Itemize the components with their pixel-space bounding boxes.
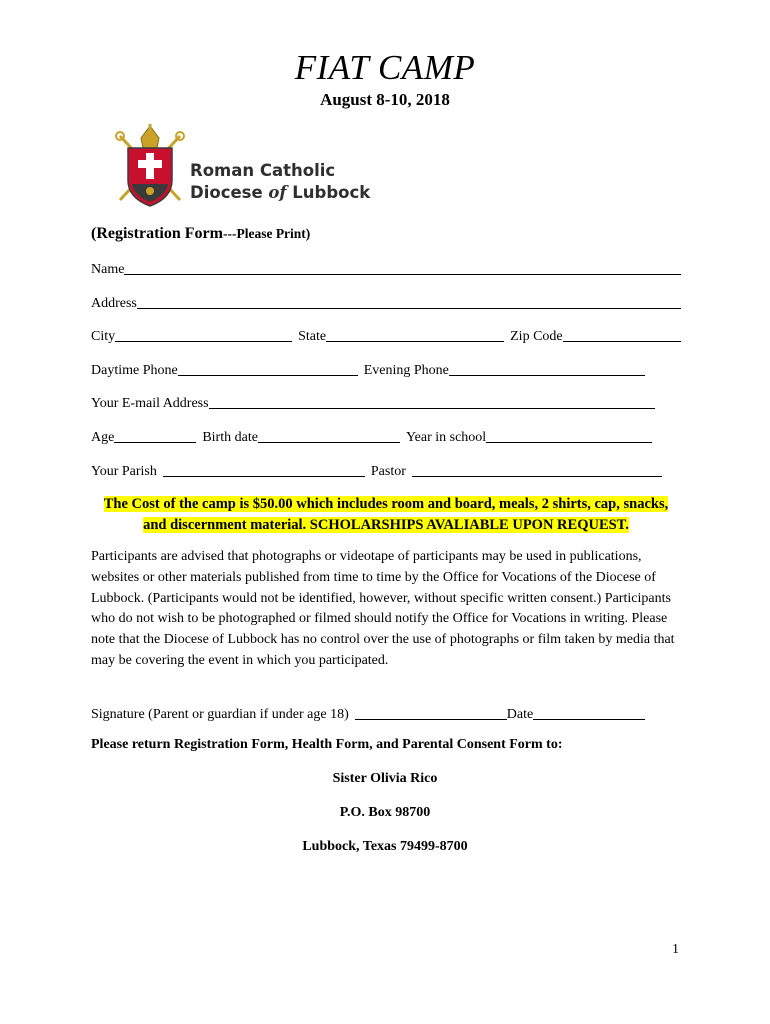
- address-row: [91, 292, 681, 312]
- evening-phone-field[interactable]: [449, 361, 645, 376]
- email-field[interactable]: [209, 394, 655, 409]
- signature-field[interactable]: [355, 705, 507, 720]
- parish-row: [91, 460, 681, 480]
- logo-line-2b: Lubbock: [286, 183, 371, 202]
- return-po-box: P.O. Box 98700: [339, 805, 431, 820]
- zip-field[interactable]: [563, 327, 681, 342]
- age-row: [91, 426, 681, 446]
- return-city: Lubbock, Texas 79499-8700: [302, 839, 468, 854]
- logo-line-1: Roman Catholic: [190, 161, 336, 180]
- zip-label: Zip Code: [510, 329, 563, 344]
- logo-line-2-of: of: [268, 183, 287, 202]
- evening-phone-label: Evening Phone: [363, 363, 449, 378]
- signature-row: [91, 703, 681, 723]
- cost-notice-text: The Cost of the camp is $50.00 which includes room and board, meals, 2 shirts, cap, snacks, and discernment material. SCHOLARSHIPS AVALIABLE UPON REQUEST.: [103, 496, 669, 533]
- city-state-zip-row: [91, 325, 681, 345]
- page-number: 1: [672, 942, 679, 957]
- address-label: Address: [91, 296, 137, 311]
- daytime-phone-label: Daytime Phone: [91, 363, 178, 378]
- cost-notice: [91, 494, 681, 536]
- city-field[interactable]: [115, 327, 292, 342]
- form-heading-main: (Registration Form: [91, 225, 223, 242]
- age-label: Age: [91, 430, 115, 445]
- name-field[interactable]: [124, 260, 681, 275]
- year-in-school-label: Year in school: [405, 430, 487, 445]
- diocese-logo: [110, 122, 370, 210]
- year-in-school-field[interactable]: [486, 428, 652, 443]
- diocese-logo-text: [190, 160, 370, 204]
- return-name: Sister Olivia Rico: [332, 771, 438, 786]
- form-heading-note: ---Please Print): [222, 226, 311, 241]
- address-field[interactable]: [137, 294, 681, 309]
- logo-line-2a: Diocese: [190, 183, 269, 202]
- city-label: City: [91, 329, 116, 344]
- signature-label: Signature (Parent or guardian if under age 18): [91, 707, 349, 722]
- signature-date-field[interactable]: [533, 705, 645, 720]
- page-title: FIAT CAMP: [294, 48, 476, 87]
- phone-row: [91, 359, 681, 379]
- name-row: [91, 258, 681, 278]
- photo-release-notice: Participants are advised that photographs or videotape of participants may be used in publications, websites or other materials published from time to time by the Office for Vocations of the Diocese of Lubbock. (Participants would not be identified, however, without specific written consent.) Participants who do not wish to be photographed or filmed should notify the Office for Vocations in writing. Please note that the Diocese of Lubbock has no control over the use of photographs or film taken by media that may be covering the event in which you participated.: [91, 549, 675, 668]
- parish-field[interactable]: [163, 462, 365, 477]
- event-date: August 8-10, 2018: [320, 90, 450, 109]
- return-instruction: Please return Registration Form, Health Form, and Parental Consent Form to:: [91, 737, 563, 752]
- email-label: Your E-mail Address: [91, 396, 209, 411]
- pastor-field[interactable]: [412, 462, 662, 477]
- logo-line-2: [190, 182, 370, 204]
- form-heading: [91, 225, 310, 243]
- name-label: Name: [91, 262, 125, 277]
- birth-date-label: Birth date: [202, 430, 258, 445]
- state-field[interactable]: [326, 327, 504, 342]
- state-label: State: [298, 329, 327, 344]
- pastor-label: Pastor: [370, 464, 406, 479]
- diocese-crest-icon: [110, 122, 190, 210]
- parish-label: Your Parish: [91, 464, 157, 479]
- age-field[interactable]: [114, 428, 196, 443]
- signature-date-label: Date: [506, 707, 534, 722]
- daytime-phone-field[interactable]: [178, 361, 358, 376]
- birth-date-field[interactable]: [258, 428, 400, 443]
- email-row: [91, 392, 681, 412]
